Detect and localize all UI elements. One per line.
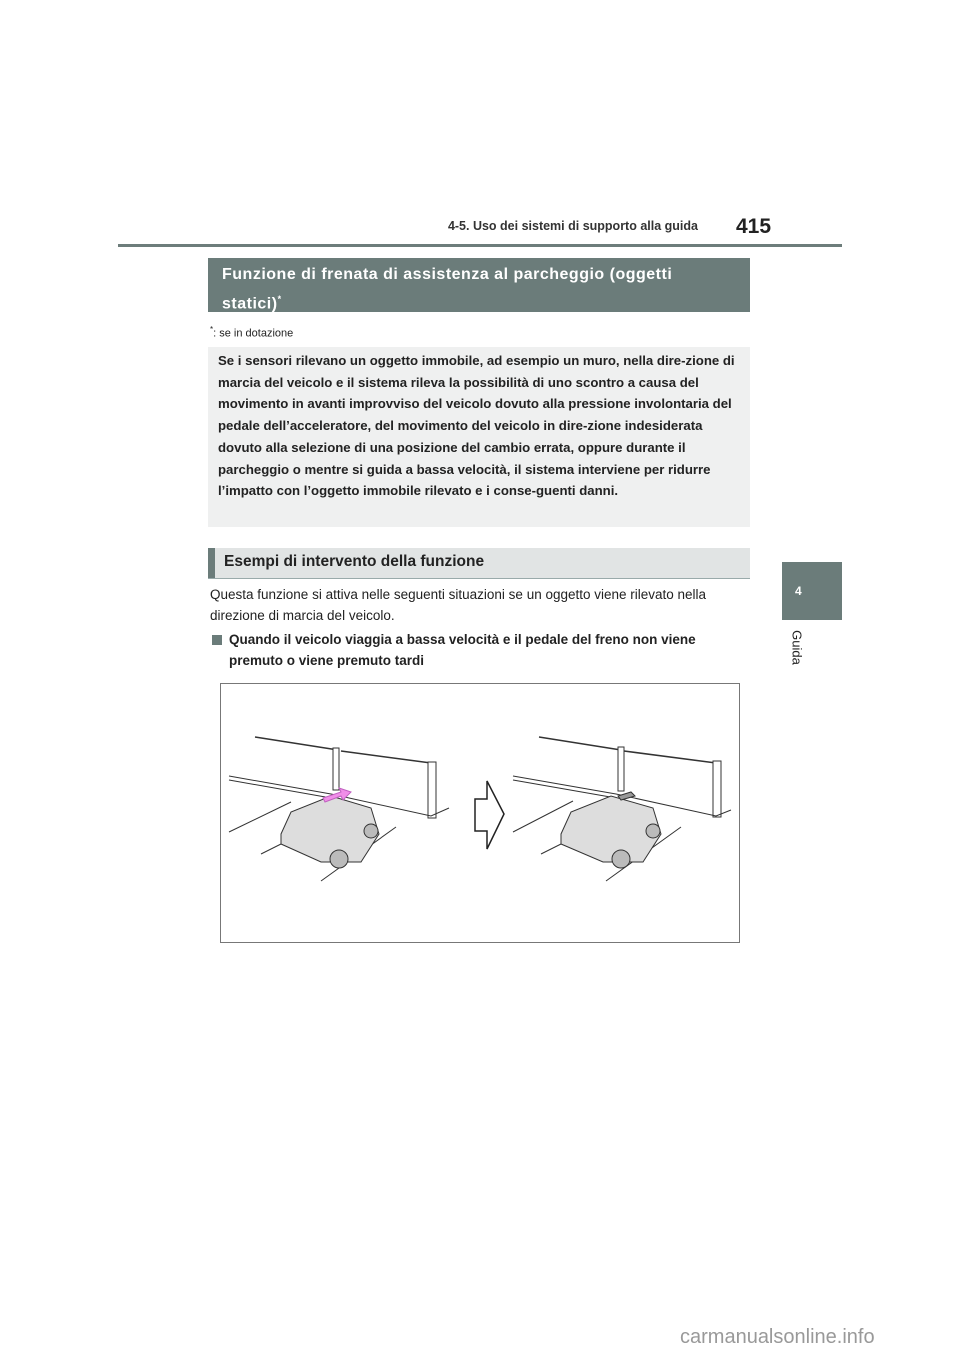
body-paragraph: Questa funzione si attiva nelle seguenti situazioni se un oggetto viene rilevato nella direzione di marcia del veicolo. [210,587,707,623]
subsection-rule [208,578,750,579]
header-rule [118,244,842,247]
footnote-text: : se in dotazione [213,327,294,340]
chapter-number: 4 [795,584,802,598]
stop-indicator-icon [618,792,635,800]
title-asterisk: * [277,294,282,304]
page-number: 415 [736,215,772,238]
footnote-marker: * [210,325,214,334]
square-bullet-icon [212,635,222,645]
next-step-arrow-icon [475,781,504,849]
section-title-text: Funzione di frenata di assistenza al parcheggio (oggetti statici) [222,266,673,313]
scene-after [513,737,731,881]
chapter-label: Guida [789,630,805,665]
bullet-item [210,630,750,671]
subsection-heading: Esempi di intervento della funzione [208,548,750,578]
running-header-section: 4-5. Uso dei sistemi di supporto alla guida [447,219,698,233]
scene-before [229,737,449,881]
section-title [208,258,750,312]
intro-paragraph: Se i sensori rilevano un oggetto immobile, ad esempio un muro, nella dire-zione di marcia del veicolo e il sistema rileva la possibilità di uno scontro a causa del movimento in avanti improvviso del veicolo dovuto alla pressione involontaria del pedale dell’acceleratore, del movimento del veicolo in dire-zione indesiderata dovuto alla selezione di una posizione del cambio errata, oppure durante il parcheggio o mentre si guida a bassa velocità, il sistema interviene per ridurre l’impatto con l’oggetto immobile rilevato e i conse-guenti danni. [208,347,750,527]
chapter-tab [782,562,842,620]
footnote [210,325,293,340]
illustration-svg [221,684,739,942]
watermark: carmanualsonline.info [680,1326,875,1348]
bullet-text: Quando il veicolo viaggia a bassa velocità e il pedale del freno non viene premuto o viene premuto tardi [229,632,696,668]
illustration-parking-brake-example [220,683,740,943]
